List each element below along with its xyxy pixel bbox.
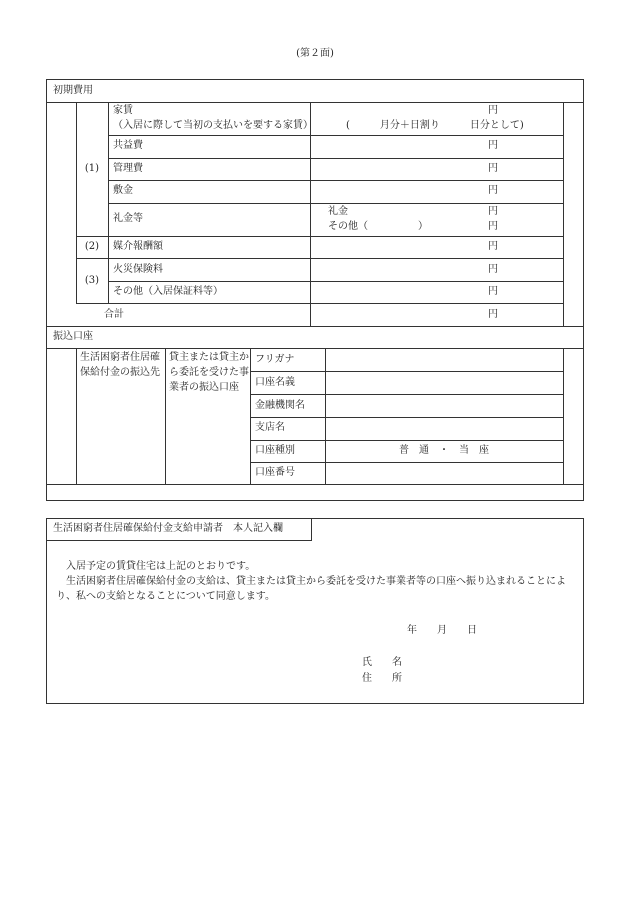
institution-label: 金融機関名	[255, 400, 305, 411]
fire-insurance-unit: 円	[488, 264, 498, 275]
initial-costs-title: 初期費用	[53, 85, 93, 96]
type-label: 口座種別	[255, 445, 295, 456]
key-money-sub2: その他（ ）	[328, 221, 428, 232]
furigana-label: フリガナ	[255, 354, 295, 365]
rent-label: 家賃	[113, 105, 133, 116]
holder-label: 口座名義	[255, 377, 295, 388]
total-label: 合計	[104, 309, 124, 320]
fire-insurance-label: 火災保険料	[113, 264, 163, 275]
common-fee-unit: 円	[488, 140, 498, 151]
key-money-sub2-unit: 円	[488, 221, 498, 232]
key-money-label: 礼金等	[113, 213, 143, 224]
applicant-title: 生活困窮者住居確保給付金支給申請者 本人記入欄	[53, 523, 283, 534]
management-fee-label: 管理費	[113, 163, 143, 174]
applicant-box	[46, 518, 584, 704]
number-label: 口座番号	[255, 467, 295, 478]
common-fee-label: 共益費	[113, 140, 143, 151]
rent-unit: 円	[488, 105, 498, 116]
deposit-label: 敷金	[113, 185, 133, 196]
payee-label: 貸主または貸主から委託を受けた事業者の振込口座	[169, 352, 249, 393]
address-label: 住 所	[362, 673, 402, 684]
type-value: 普 通 ・ 当 座	[399, 445, 489, 456]
other-unit: 円	[488, 286, 498, 297]
other-label: その他（入居保証料等）	[113, 286, 223, 297]
bank-account-title: 振込口座	[53, 331, 93, 342]
brokerage-label: 媒介報酬額	[113, 241, 163, 252]
group1-label: (1)	[84, 163, 100, 174]
brokerage-unit: 円	[488, 241, 498, 252]
name-label: 氏 名	[362, 657, 402, 668]
deposit-unit: 円	[488, 185, 498, 196]
applicant-paragraph1: 入居予定の賃貸住宅は上記のとおりです。	[66, 561, 256, 572]
branch-label: 支店名	[255, 422, 285, 433]
management-fee-unit: 円	[488, 163, 498, 174]
rent-breakdown: ( 月分＋日割り 日分として)	[346, 120, 524, 131]
key-money-sub1-unit: 円	[488, 206, 498, 217]
destination-label: 生活困窮者住居確保給付金の振込先	[80, 352, 160, 378]
applicant-paragraph2: 生活困窮者住居確保給付金の支給は、貸主または貸主から委託を受けた事業者等の口座へ振り込まれることにより、私への支給となることについて同意します。	[56, 576, 566, 602]
group2-label: (2)	[84, 241, 100, 252]
rent-sublabel: （入居に際して当初の支払いを要する家賃）	[113, 120, 313, 131]
key-money-sub1: 礼金	[328, 206, 348, 217]
total-unit: 円	[488, 309, 498, 320]
group3-label: (3)	[84, 275, 100, 286]
date-label: 年 月 日	[407, 625, 477, 636]
page-label: (第２面)	[296, 48, 334, 59]
